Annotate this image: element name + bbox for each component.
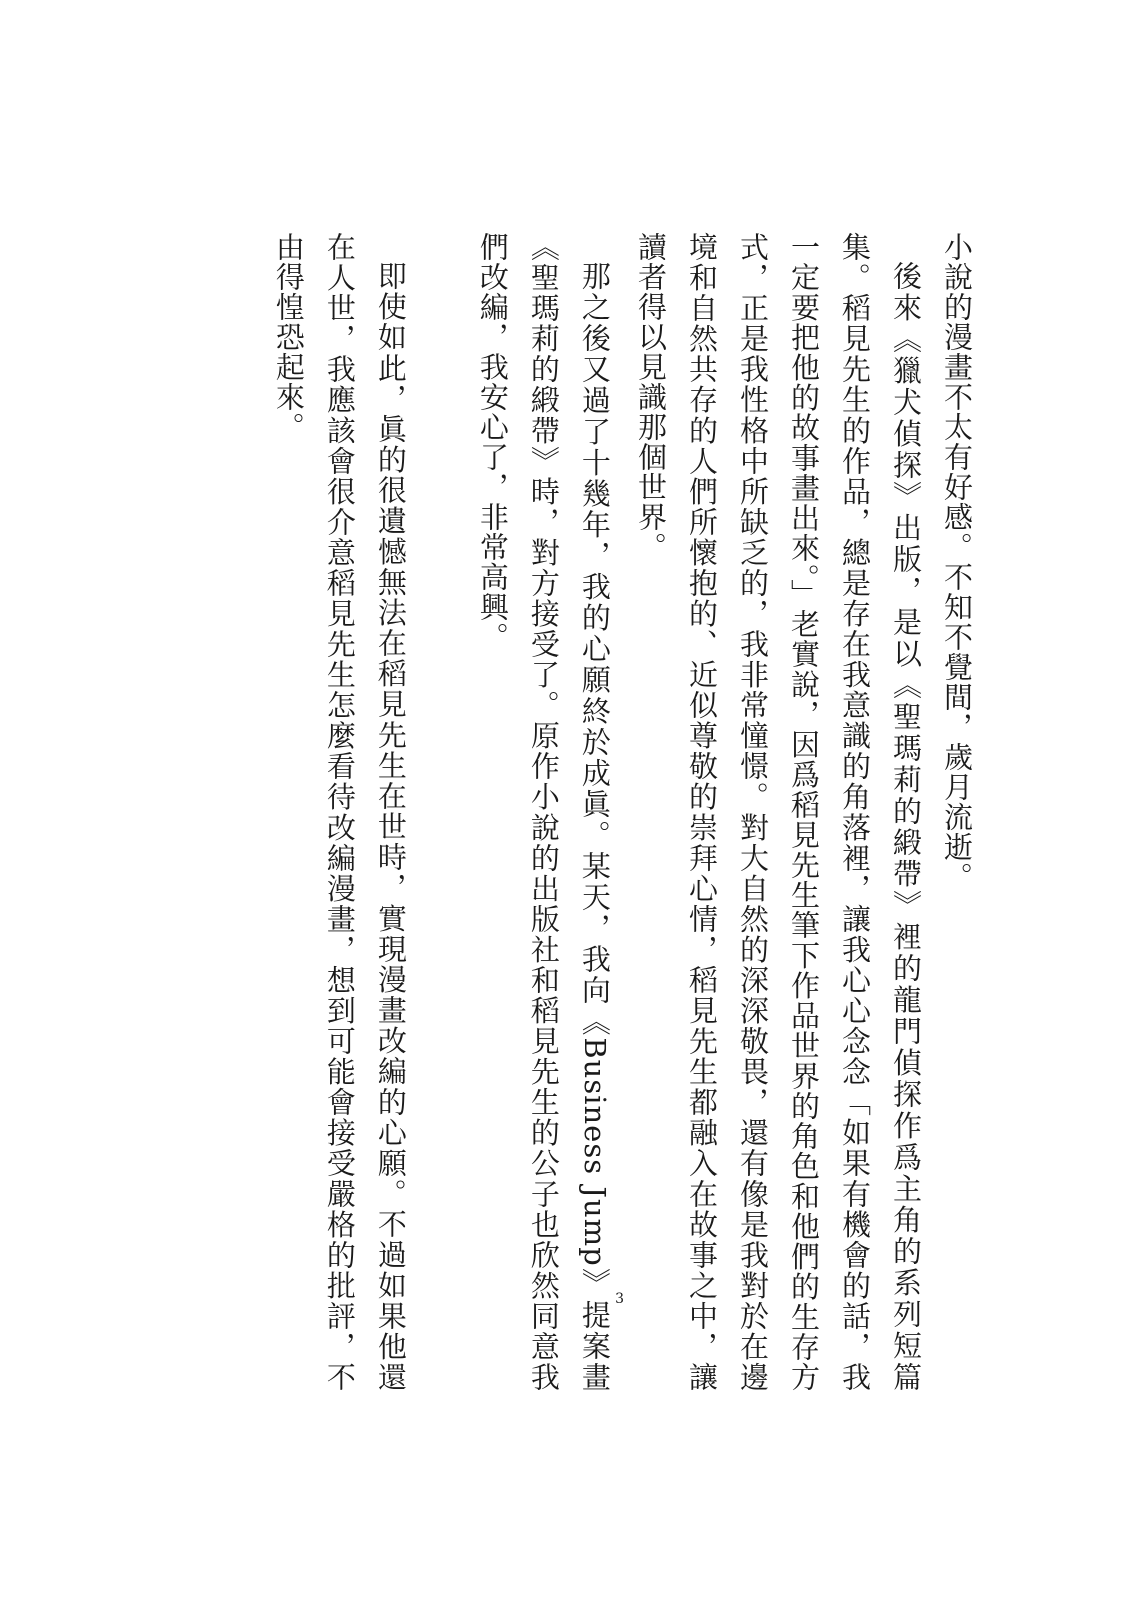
paragraph-text-before-note: 那之後又過了十幾年，我的心願終於成眞。某天，我向《Business Jump》 <box>577 261 612 1299</box>
paragraph-text-after-note: 提案畫《聖瑪莉的緞帶》時，對方接受了。原作小說的出版社和稻見先生的公子也欣然同意我們改編，我安心了，非常高興。 <box>475 232 612 1393</box>
vertical-text-body <box>263 232 982 1392</box>
paragraph-wish-fulfilled: 那之後又過了十幾年，我的心願終於成眞。某天，我向《Business Jump》 $^3$提案畫《聖瑪莉的緞帶》時，對方接受了。原作小說的出版社和稻見先生的公子也欣然同意我們改編，我安心了，非常高興。 <box>475 232 625 1393</box>
paragraph-regret: 即使如此，眞的很遺憾無法在稻見先生在世時，實現漫畫改編的心願。不過如果他還在人世，我應該會很介意稻見先生怎麼看待改編漫畫，想到可能會接受嚴格的批評，不由得惶恐起來。 <box>271 232 408 1392</box>
paragraph-hound-detective: 後來《獵犬偵探》出版，是以《聖瑪莉的緞帶》裡的龍門偵探作爲主角的系列短篇集。稻見先生的作品，總是存在我意識的角落裡，讓我心心念念「如果有機會的話，我一定要把他的故事畫出來。」老實說，因爲稻見先生筆下作品世界的角色和他們的生存方式，正是我性格中所缺乏的，我非常憧憬。對大自然的深深敬畏，還有像是我對於在邊境和自然共存的人們所懷抱的、近似尊敬的崇拜心情，稻見先生都融入在故事之中，讓讀者得以見識那個世界。 <box>634 232 923 1392</box>
paragraph-continuation: 小說的漫畫不太有好感。不知不覺間，歲月流逝。 <box>940 232 974 892</box>
